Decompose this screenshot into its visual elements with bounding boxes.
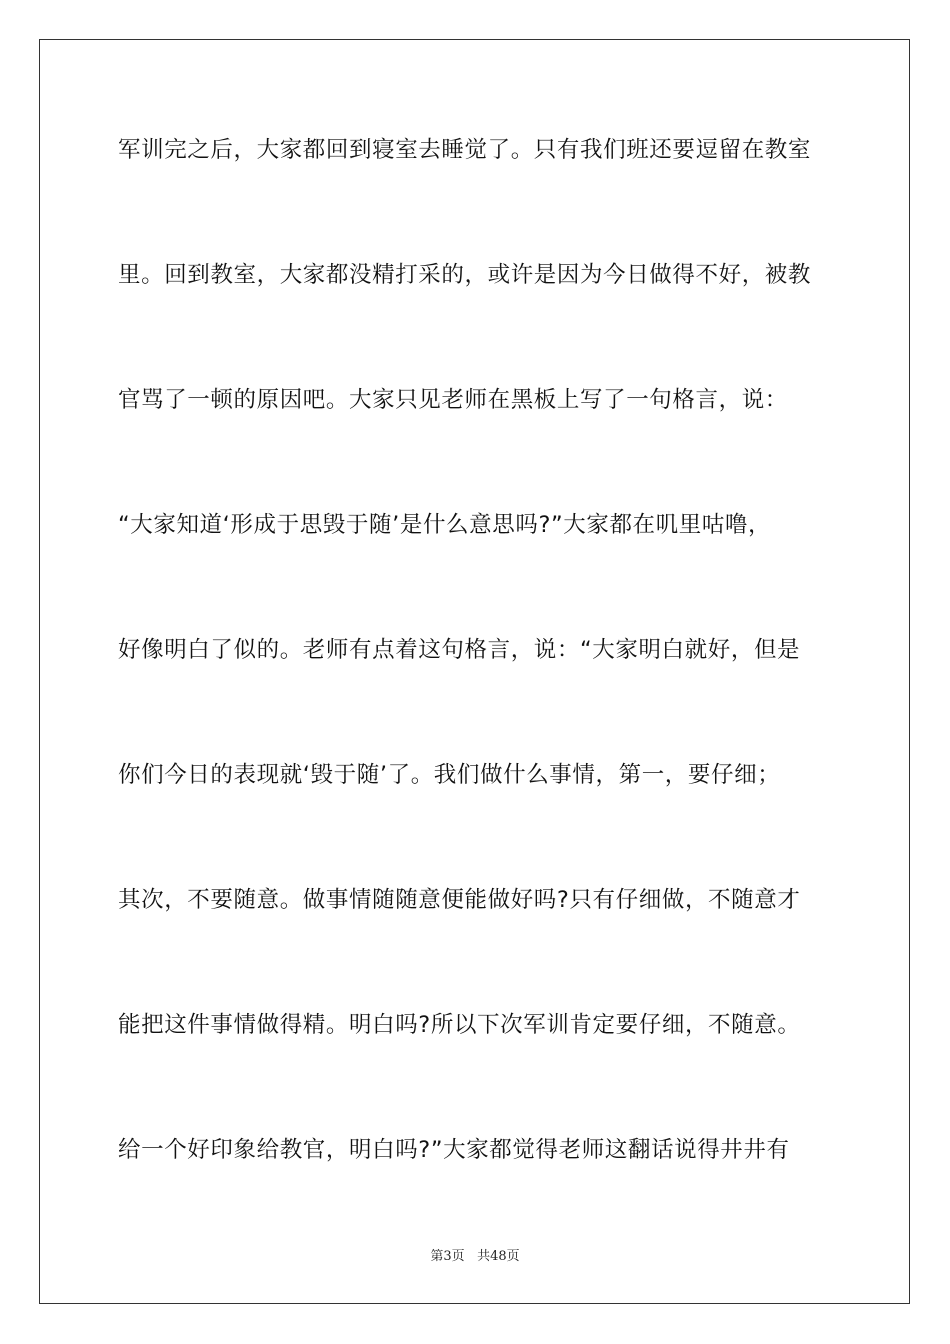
page-footer	[0, 1248, 950, 1266]
text-line-6: 你们今日的表现就‘毁于随’了。我们做什么事情，第一，要仔细；	[118, 762, 781, 788]
text-line-8: 能把这件事情做得精。明白吗?所以下次军训肯定要仔细，不随意。	[118, 1012, 801, 1038]
text-line-4: “大家知道‘形成于思毁于随’是什么意思吗?”大家都在叽里咕噜，	[118, 512, 772, 538]
text-line-3: 官骂了一顿的原因吧。大家只见老师在黑板上写了一句格言，说：	[118, 387, 788, 413]
text-line-2: 里。回到教室，大家都没精打采的，或许是因为今日做得不好，被教	[118, 262, 812, 288]
text-line-7: 其次，不要随意。做事情随随意便能做好吗?只有仔细做，不随意才	[118, 887, 801, 913]
page-number-total: 共48页	[477, 1249, 520, 1264]
text-line-5: 好像明白了似的。老师有点着这句格言，说：“大家明白就好，但是	[118, 637, 801, 663]
page-border	[39, 39, 910, 1304]
page-number-current: 第3页	[430, 1249, 465, 1264]
text-line-9: 给一个好印象给教官，明白吗?”大家都觉得老师这翻话说得井井有	[118, 1137, 790, 1163]
text-line-1: 军训完之后，大家都回到寝室去睡觉了。只有我们班还要逗留在教室	[118, 137, 812, 163]
